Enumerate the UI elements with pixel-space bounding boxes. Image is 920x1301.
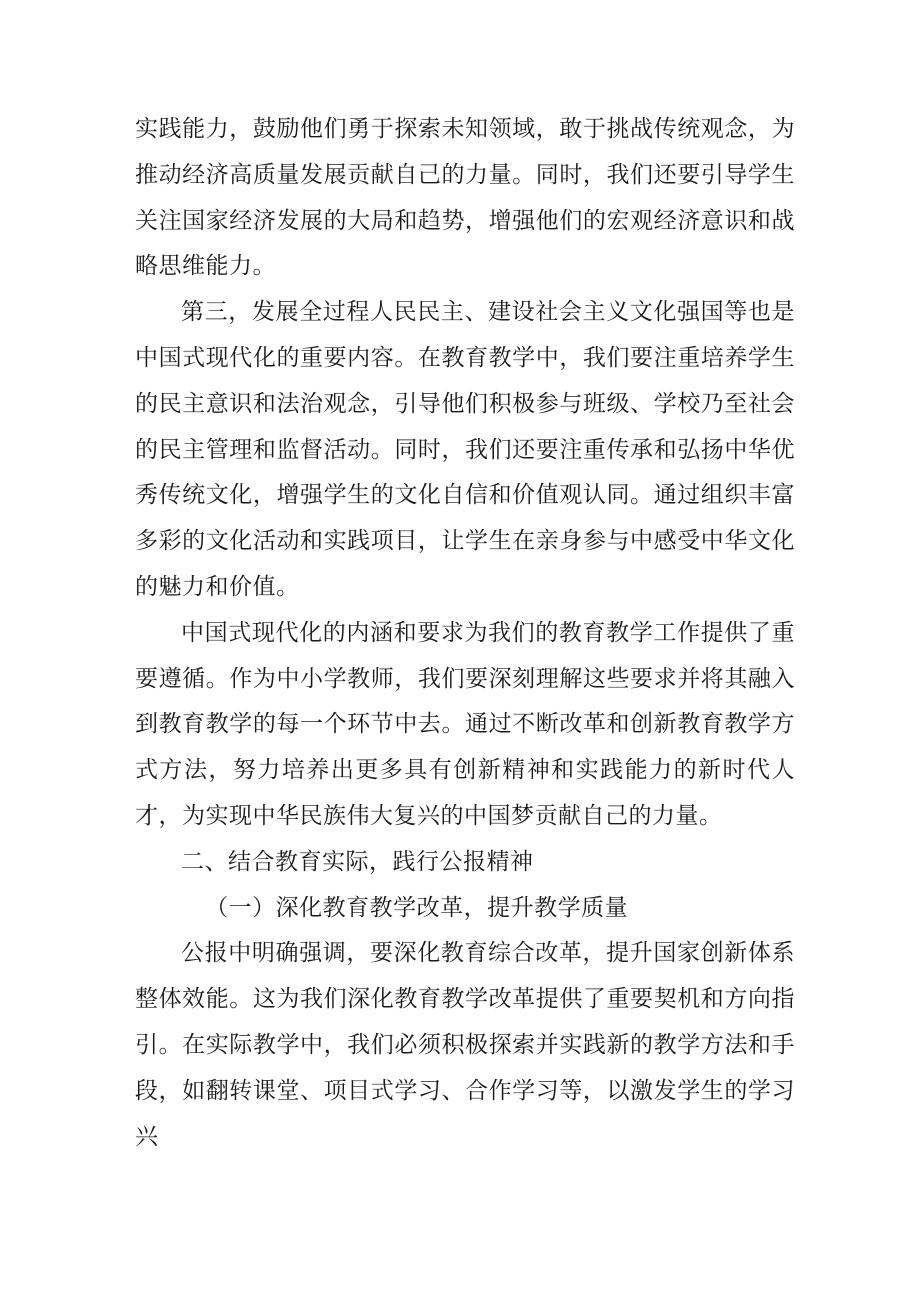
section-heading: 二、结合教育实际，践行公报精神 (181, 848, 534, 875)
paragraph-2: 第三，发展全过程人民民主、建设社会主义文化强国等也是中国式现代化的重要内容。在教育教学中，我们要注重培养学生的民主意识和法治观念，引导他们积极参与班级、学校乃至社会的民主管理和监督活动。同时，我们还要注重传承和弘扬中华优秀传统文化，增强学生的文化自信和价值观认同。通过组织丰富多彩的文化活动和实践项目，让学生在亲身参与中感受中华文化的魅力和价值。 (135, 299, 795, 600)
subsection-heading: （一）深化教育教学改革，提升教学质量 (205, 894, 629, 921)
paragraph-3: 中国式现代化的内涵和要求为我们的教育教学工作提供了重要遵循。作为中小学教师，我们要深刻理解这些要求并将其融入到教育教学的每一个环节中去。通过不断改革和创新教育教学方式方法，努力培养出更多具有创新精神和实践能力的新时代人才，为实现中华民族伟大复兴的中国梦贡献自己的力量。 (135, 619, 795, 829)
document-body (135, 107, 795, 1160)
paragraph-1: 实践能力，鼓励他们勇于探索未知领域，敢于挑战传统观念，为推动经济高质量发展贡献自己的力量。同时，我们还要引导学生关注国家经济发展的大局和趋势，增强他们的宏观经济意识和战略思维能力。 (135, 116, 795, 280)
paragraph-4: 公报中明确强调，要深化教育综合改革，提升国家创新体系整体效能。这为我们深化教育教学改革提供了重要契机和方向指引。在实际教学中，我们必须积极探索并实践新的教学方法和手段，如翻转课堂、项目式学习、合作学习等，以激发学生的学习兴 (135, 940, 795, 1150)
